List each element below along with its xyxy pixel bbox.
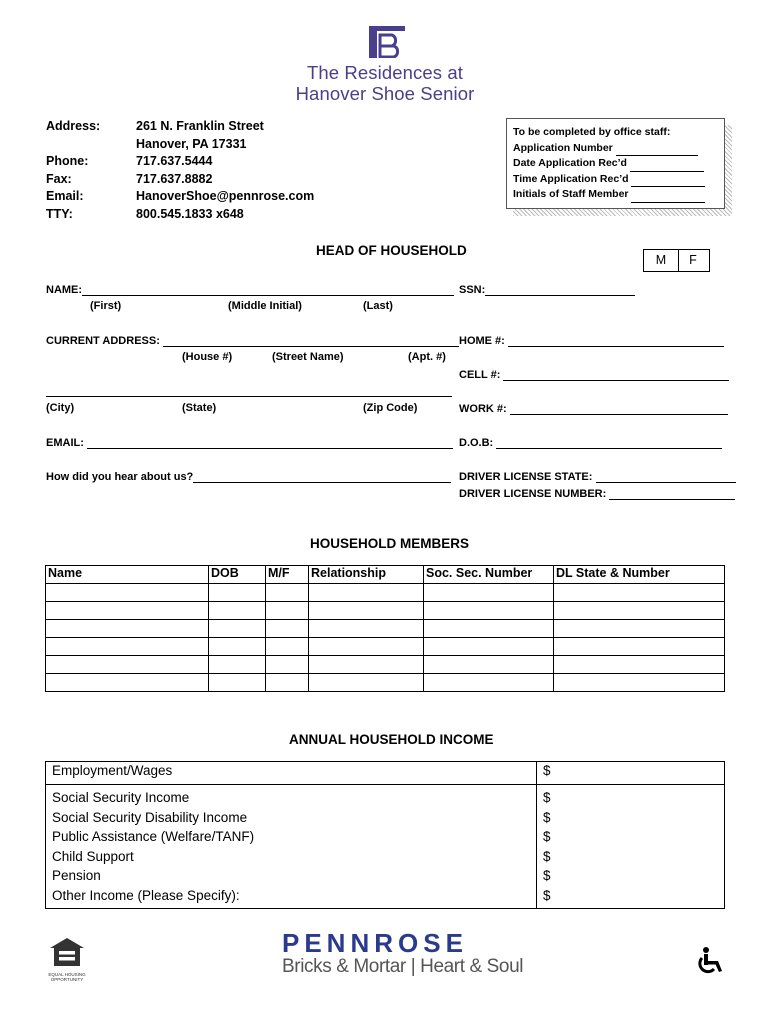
income-label: Social Security Disability Income xyxy=(52,809,248,825)
logo-mark-icon xyxy=(369,26,405,63)
city-caption: (City) xyxy=(46,402,75,414)
income-label: Social Security Income xyxy=(52,790,190,805)
table-header-row xyxy=(46,566,725,584)
email-field[interactable] xyxy=(87,436,453,449)
dl-state-row xyxy=(459,470,736,483)
ssn-label: SSN: xyxy=(459,284,486,296)
income-amount[interactable]: $ xyxy=(543,809,551,825)
name-field[interactable] xyxy=(82,283,454,296)
address-line2-field[interactable] xyxy=(46,396,452,397)
table-row[interactable] xyxy=(46,638,725,656)
head-of-household-title: HEAD OF HOUSEHOLD xyxy=(316,243,467,258)
ssn-row xyxy=(459,283,635,296)
income-amount[interactable]: $ xyxy=(537,762,725,785)
ssn-field[interactable] xyxy=(485,283,635,296)
contact-value: HanoverShoe@pennrose.com xyxy=(136,189,315,203)
home-row xyxy=(459,334,724,347)
eho-text-2: OPPORTUNITY xyxy=(50,977,84,982)
gender-f-box[interactable]: F xyxy=(677,249,710,272)
email-label: EMAIL: xyxy=(46,437,84,449)
col-header: M/F xyxy=(266,566,309,584)
income-title: ANNUAL HOUSEHOLD INCOME xyxy=(289,732,494,747)
dl-state-label: DRIVER LICENSE STATE: xyxy=(459,471,593,483)
income-amount[interactable]: $ xyxy=(543,848,551,864)
hear-field[interactable] xyxy=(193,470,451,483)
name-label: NAME: xyxy=(46,284,83,296)
col-header: DOB xyxy=(209,566,266,584)
income-table xyxy=(45,761,725,909)
wheelchair-icon xyxy=(695,946,725,981)
income-amount[interactable]: $ xyxy=(543,887,551,903)
cell-label: CELL #: xyxy=(459,369,501,381)
col-header: Name xyxy=(46,566,209,584)
street-caption: (Street Name) xyxy=(272,351,344,363)
table-row[interactable] xyxy=(46,656,725,674)
income-amount[interactable]: $ xyxy=(543,790,551,805)
name-first-caption: (First) xyxy=(90,300,122,312)
name-last-caption: (Last) xyxy=(363,300,393,312)
contact-block xyxy=(46,118,314,223)
hear-label: How did you hear about us? xyxy=(46,471,194,483)
contact-value: Hanover, PA 17331 xyxy=(136,136,247,151)
hear-row xyxy=(46,470,451,483)
contact-value: 717.637.5444 xyxy=(136,154,213,168)
email-row xyxy=(46,436,453,449)
contact-value: 717.637.8882 xyxy=(136,171,213,186)
work-label: WORK #: xyxy=(459,403,507,415)
staff-line-label: Initials of Staff Member xyxy=(513,188,629,200)
income-amount[interactable]: $ xyxy=(543,868,551,883)
home-label: HOME #: xyxy=(459,335,505,347)
dl-number-label: DRIVER LICENSE NUMBER: xyxy=(459,488,607,500)
table-row[interactable] xyxy=(46,602,725,620)
staff-line-field[interactable] xyxy=(631,174,705,187)
dob-field[interactable] xyxy=(496,436,722,449)
table-row[interactable] xyxy=(46,674,725,692)
table-row[interactable] xyxy=(46,620,725,638)
staff-line-field[interactable] xyxy=(630,159,704,172)
dob-row xyxy=(459,436,722,449)
staff-line-label: Application Number xyxy=(513,141,613,154)
apt-caption: (Apt. #) xyxy=(408,351,446,363)
equal-housing-icon xyxy=(47,937,87,982)
contact-label: Email: xyxy=(46,189,84,203)
house-caption: (House #) xyxy=(182,351,233,363)
col-header: Relationship xyxy=(309,566,424,584)
staff-box-title: To be completed by office staff: xyxy=(513,126,671,138)
name-middle-caption: (Middle Initial) xyxy=(228,300,302,312)
staff-line-field[interactable] xyxy=(616,143,698,156)
household-members-table xyxy=(45,565,725,692)
cell-row xyxy=(459,368,729,381)
contact-label: Fax: xyxy=(46,171,72,186)
contact-value: 261 N. Franklin Street xyxy=(136,119,264,133)
income-label: Pension xyxy=(52,868,101,883)
income-row[interactable] xyxy=(46,762,725,785)
dl-state-field[interactable] xyxy=(596,470,736,483)
zip-caption: (Zip Code) xyxy=(363,402,418,414)
dl-number-row xyxy=(459,487,735,500)
contact-label: Phone: xyxy=(46,154,89,168)
gender-m-box[interactable]: M xyxy=(643,249,679,272)
income-label: Other Income (Please Specify): xyxy=(52,887,240,903)
household-members-title: HOUSEHOLD MEMBERS xyxy=(310,536,470,551)
dl-number-field[interactable] xyxy=(609,487,735,500)
pennrose-brand: PENNROSE xyxy=(282,928,468,958)
org-title-line1: The Residences at xyxy=(307,62,463,83)
income-label: Public Assistance (Welfare/TANF) xyxy=(52,829,255,844)
income-label: Child Support xyxy=(52,848,134,864)
income-row-group[interactable] xyxy=(46,785,725,909)
contact-label: Address: xyxy=(46,119,101,133)
work-field[interactable] xyxy=(510,402,728,415)
staff-line-label: Date Application Rec’d xyxy=(513,157,627,169)
cell-field[interactable] xyxy=(503,368,729,381)
org-title xyxy=(230,62,540,104)
income-label: Employment/Wages xyxy=(46,762,537,785)
current-address-label: CURRENT ADDRESS: xyxy=(46,335,160,347)
staff-box xyxy=(506,118,725,209)
col-header: Soc. Sec. Number xyxy=(424,566,554,584)
contact-label: TTY: xyxy=(46,206,73,221)
pennrose-tagline: Bricks & Mortar | Heart & Soul xyxy=(282,956,524,977)
org-title-line2: Hanover Shoe Senior xyxy=(295,83,475,104)
work-row xyxy=(459,402,728,415)
contact-value: 800.545.1833 x648 xyxy=(136,206,244,221)
state-caption: (State) xyxy=(182,402,217,414)
staff-line-field[interactable] xyxy=(631,190,705,203)
current-address-field[interactable] xyxy=(163,334,459,347)
home-field[interactable] xyxy=(508,334,724,347)
table-row[interactable] xyxy=(46,584,725,602)
eho-text-1: EQUAL HOUSING xyxy=(48,972,86,977)
current-address-row xyxy=(46,334,459,347)
staff-line-label: Time Application Rec’d xyxy=(513,172,629,185)
col-header: DL State & Number xyxy=(554,566,725,584)
name-row xyxy=(46,283,454,296)
dob-label: D.O.B: xyxy=(459,437,494,449)
income-amount[interactable]: $ xyxy=(543,829,551,844)
